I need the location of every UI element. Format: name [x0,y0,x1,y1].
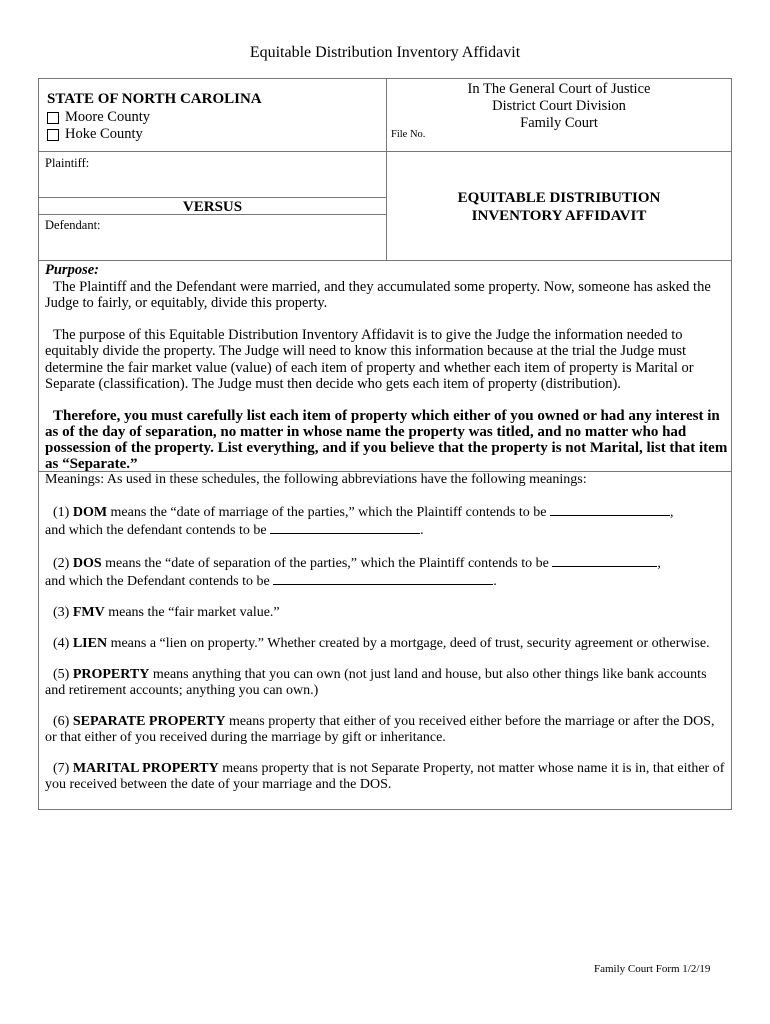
definition-number: (3) [53,605,70,620]
definition-dos: (2) DOS means the “date of separation of the parties,” which the Plaintiff contends to be , and which the Defendant contends to be . [45,556,661,589]
case-title-line: EQUITABLE DISTRIBUTION [457,190,661,206]
county-option-moore[interactable] [47,109,150,126]
definition-term: DOS [72,556,102,571]
definition-text: means the “date of marriage of the parties,” which the Plaintiff contends to be [110,505,547,520]
definition-text: and which the defendant contends to be [45,523,267,538]
definition-dom: (1) DOM means the “date of marriage of the parties,” which the Plaintiff contends to be , and which the defendant contends to be . [45,505,674,538]
hoke-county-checkbox[interactable] [47,129,59,141]
hoke-county-label: Hoke County [65,126,143,142]
definition-term: MARITAL PROPERTY [72,761,219,776]
purpose-paragraph: The Plaintiff and the Defendant were married, and they accumulated some property. Now, someone has asked the Judge to fairly, or equitably, divide this property. [45,278,711,311]
state-name: STATE OF NORTH CAROLINA [47,91,262,107]
definition-term: PROPERTY [72,667,150,682]
definition-marital-property [45,761,729,793]
meanings-section [45,472,729,793]
definition-number: (2) [53,556,70,571]
court-line: Family Court [520,115,598,131]
plaintiff-label: Plaintiff: [45,156,90,170]
definition-number: (7) [53,761,70,776]
form-box [38,78,732,810]
versus-label: VERSUS [182,199,243,215]
county-option-hoke[interactable] [47,126,143,143]
purpose-paragraph: The purpose of this Equitable Distribution Inventory Affidavit is to give the Judge the information needed to equitably divide the property. The Judge will need to know this information because at the trial the Judge must determine the fair market value (value) of each item of property and whether each item of property is Marital or Separate (classification). The Judge must then decide who gets each item of property (distribution). [45,326,694,392]
plaintiff-dom-blank[interactable] [550,503,670,516]
case-title-line: INVENTORY AFFIDAVIT [471,208,647,224]
definition-number: (1) [53,505,70,520]
definition-text: means a “lien on property.” Whether created by a mortgage, deed of trust, security agreement or otherwise. [110,636,710,651]
definition-term: LIEN [72,636,108,651]
court-line: In The General Court of Justice [467,81,651,97]
plaintiff-dos-blank[interactable] [552,554,657,567]
court-heading [386,81,732,132]
definition-text: means the “fair market value.” [108,605,280,620]
definition-text: means anything that you can own (not just land and house, but also other things like bank accounts and retirement accounts; anything you can own.) [45,667,707,698]
meanings-intro: Meanings: As used in these schedules, the following abbreviations have the following meanings: [45,472,587,487]
definition-term: FMV [72,605,105,620]
instruction-paragraph: Therefore, you must carefully list each item of property which either of you owned or had any interest in as of the day of separation, no matter in whose name the property was titled, and no matter who had possession of the property. List everything, and if you believe that the property is not Marital, list that item as “Separate.” [45,407,728,472]
definition-number: (4) [53,636,70,651]
plaintiff-divider [39,197,386,198]
form-footer: Family Court Form 1/2/19 [594,963,711,975]
purpose-heading: Purpose: [45,262,99,278]
definition-fmv [45,605,729,621]
caption-bottom-divider [39,260,731,261]
definition-text: means property that is not Separate Property, not matter whose name it is in, that either of you received between the date of your marriage and the DOS. [45,761,725,792]
caption-divider [39,151,731,152]
definition-text: means the “date of separation of the parties,” which the Plaintiff contends to be [105,556,549,571]
definition-number: (5) [53,667,70,682]
defendant-dos-blank[interactable] [273,572,493,585]
moore-county-label: Moore County [65,109,150,125]
court-line: District Court Division [492,98,626,114]
defendant-dom-blank[interactable] [270,521,420,534]
definition-lien [45,636,729,652]
moore-county-checkbox[interactable] [47,112,59,124]
definition-term: SEPARATE PROPERTY [72,714,226,729]
purpose-section [45,262,729,472]
definition-text: means property that either of you received either before the marriage or after the DOS, or that either of you received during the marriage by gift or inheritance. [45,714,715,745]
definition-property [45,667,729,699]
case-title [386,189,732,225]
definition-text: and which the Defendant contends to be [45,574,270,589]
definition-number: (6) [53,714,70,729]
definition-term: DOM [72,505,108,520]
page-title: Equitable Distribution Inventory Affidavit [249,44,521,61]
definition-separate-property [45,714,729,746]
defendant-label: Defendant: [45,218,101,232]
file-no-label: File No. [391,129,426,140]
